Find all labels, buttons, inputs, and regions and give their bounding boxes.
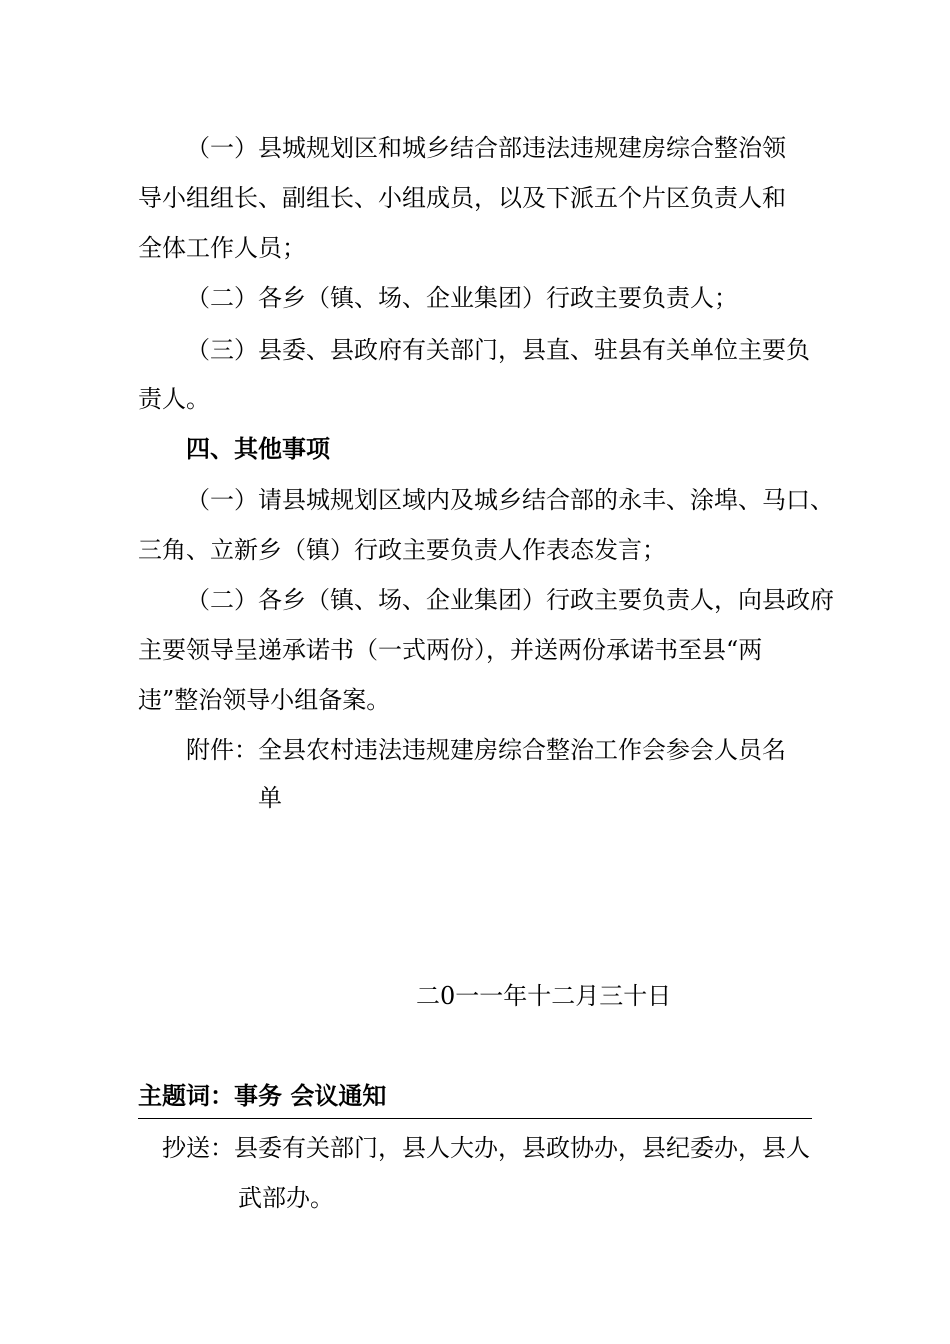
section4-item1-line1: （一）请县城规划区域内及城乡结合部的永丰、涂埠、马口、 xyxy=(186,486,834,514)
attachment-line2: 单 xyxy=(258,784,282,812)
item3-line2: 责人。 xyxy=(138,385,210,413)
item1-line2: 导小组组长、副组长、小组成员，以及下派五个片区负责人和 xyxy=(138,184,786,212)
section4-item2-line3: 违”整治领导小组备案。 xyxy=(138,686,391,714)
cc-line2: 武部办。 xyxy=(238,1184,334,1212)
issue-date: 二0一一年十二月三十日 xyxy=(416,982,672,1010)
item1-line1: （一）县城规划区和城乡结合部违法违规建房综合整治领 xyxy=(186,134,786,162)
item1-line3: 全体工作人员； xyxy=(138,234,306,262)
item3-line1: （三）县委、县政府有关部门，县直、驻县有关单位主要负 xyxy=(186,336,810,364)
section4-heading: 四、其他事项 xyxy=(186,435,330,463)
attachment-line1: 附件：全县农村违法违规建房综合整治工作会参会人员名 xyxy=(186,736,786,764)
subject-divider xyxy=(138,1118,812,1119)
section4-item1-line2: 三角、立新乡（镇）行政主要负责人作表态发言； xyxy=(138,536,666,564)
section4-item2-line2: 主要领导呈递承诺书（一式两份），并送两份承诺书至县“两 xyxy=(138,636,763,664)
section4-item2-line1: （二）各乡（镇、场、企业集团）行政主要负责人，向县政府 xyxy=(186,586,834,614)
subject-words: 主题词：事务 会议通知 xyxy=(138,1082,387,1110)
item2-line1: （二）各乡（镇、场、企业集团）行政主要负责人； xyxy=(186,284,738,312)
cc-line1: 抄送：县委有关部门，县人大办，县政协办，县纪委办，县人 xyxy=(162,1134,810,1162)
